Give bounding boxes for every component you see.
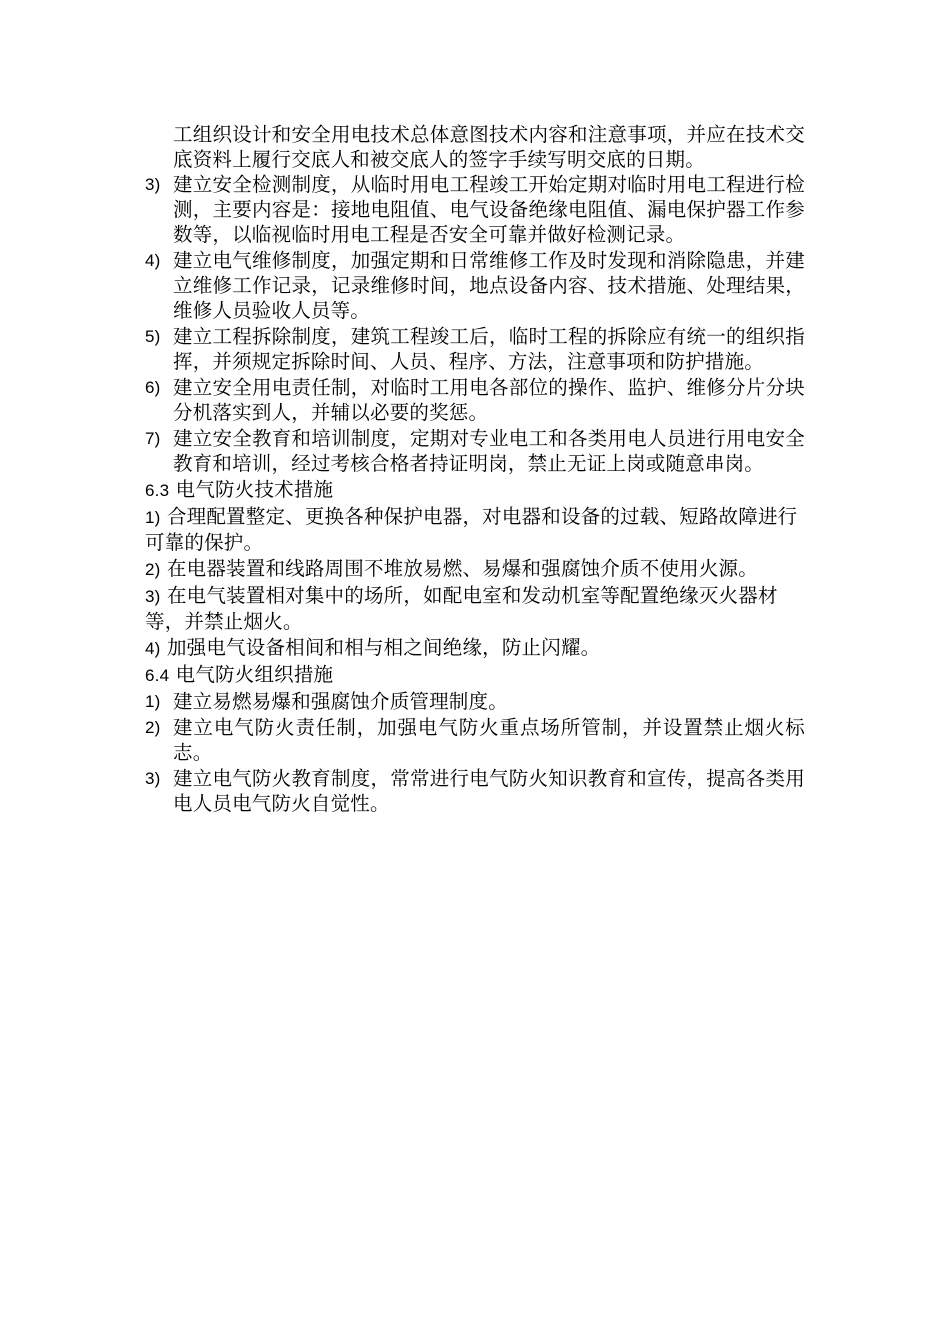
list-number: 1) xyxy=(145,692,161,711)
item-text: 加强电气设备相间和相与相之间绝缘，防止闪耀。 xyxy=(166,636,601,659)
list-text: 建立安全教育和培训制度，定期对专业电工和各类用电人员进行用电安全教育和培训，经过考核合格者持证明岗，禁止无证上岗或随意串岗。 xyxy=(173,427,805,475)
fire-organization-list xyxy=(145,689,805,816)
list-text: 建立安全用电责任制，对临时工用电各部位的操作、监护、维修分片分块分机落实到人，并辅以必要的奖惩。 xyxy=(173,376,805,424)
section-title: 电气防火技术措施 xyxy=(175,478,334,501)
paragraph-item xyxy=(145,556,805,582)
paragraph-item xyxy=(145,635,805,661)
section-number: 6.3 xyxy=(145,481,170,500)
list-text: 建立工程拆除制度，建筑工程竣工后，临时工程的拆除应有统一的组织指挥，并须规定拆除时间、人员、程序、方法，注意事项和防护措施。 xyxy=(173,325,805,373)
list-item xyxy=(145,375,805,425)
list-item xyxy=(145,766,805,816)
list-text: 建立电气防火责任制，加强电气防火重点场所管制，并设置禁止烟火标志。 xyxy=(173,716,805,764)
list-item xyxy=(145,324,805,374)
list-text: 建立电气防火教育制度，常常进行电气防火知识教育和宣传，提高各类用电人员电气防火自觉性。 xyxy=(173,767,805,815)
list-number: 5) xyxy=(145,327,161,346)
list-item xyxy=(145,426,805,476)
list-text: 建立电气维修制度，加强定期和日常维修工作及时发现和消除隐患，并建立维修工作记录，记录维修时间，地点设备内容、技术措施、处理结果，维修人员验收人员等。 xyxy=(173,249,805,322)
item-text: 在电器装置和线路周围不堆放易燃、易爆和强腐蚀介质不使用火源。 xyxy=(166,557,758,580)
item-text: 在电气装置相对集中的场所，如配电室和发动机室等配置绝缘灭火器材等，并禁止烟火。 xyxy=(145,584,778,633)
list-number: 6) xyxy=(145,378,161,397)
list-number: 3) xyxy=(145,175,161,194)
section-heading-6-4 xyxy=(145,662,805,688)
management-list xyxy=(145,172,805,476)
item-number: 3) xyxy=(145,587,161,606)
list-number: 2) xyxy=(145,718,161,737)
item-text: 合理配置整定、更换各种保护电器，对电器和设备的过载、短路故障进行可靠的保护。 xyxy=(145,505,798,554)
list-item xyxy=(145,248,805,323)
paragraph-item xyxy=(145,504,805,555)
section-heading-6-3 xyxy=(145,477,805,503)
continued-paragraph: 工组织设计和安全用电技术总体意图技术内容和注意事项，并应在技术交底资料上履行交底人和被交底人的签字手续写明交底的日期。 xyxy=(173,123,805,171)
list-item xyxy=(145,715,805,765)
list-text: 建立安全检测制度，从临时用电工程竣工开始定期对临时用电工程进行检测，主要内容是：接地电阻值、电气设备绝缘电阻值、漏电保护器工作参数等，以临视临时用电工程是否安全可靠并做好检测记录。 xyxy=(173,173,805,246)
section-number: 6.4 xyxy=(145,666,170,685)
list-item xyxy=(145,689,805,714)
list-number: 4) xyxy=(145,251,161,270)
list-number: 7) xyxy=(145,429,161,448)
item-number: 4) xyxy=(145,639,161,658)
section-title: 电气防火组织措施 xyxy=(175,663,334,686)
item-number: 1) xyxy=(145,508,161,527)
document-body xyxy=(145,122,805,817)
item-number: 2) xyxy=(145,560,161,579)
paragraph-item xyxy=(145,583,805,634)
list-text: 建立易燃易爆和强腐蚀介质管理制度。 xyxy=(173,690,508,713)
list-item xyxy=(145,172,805,247)
list-number: 3) xyxy=(145,769,161,788)
